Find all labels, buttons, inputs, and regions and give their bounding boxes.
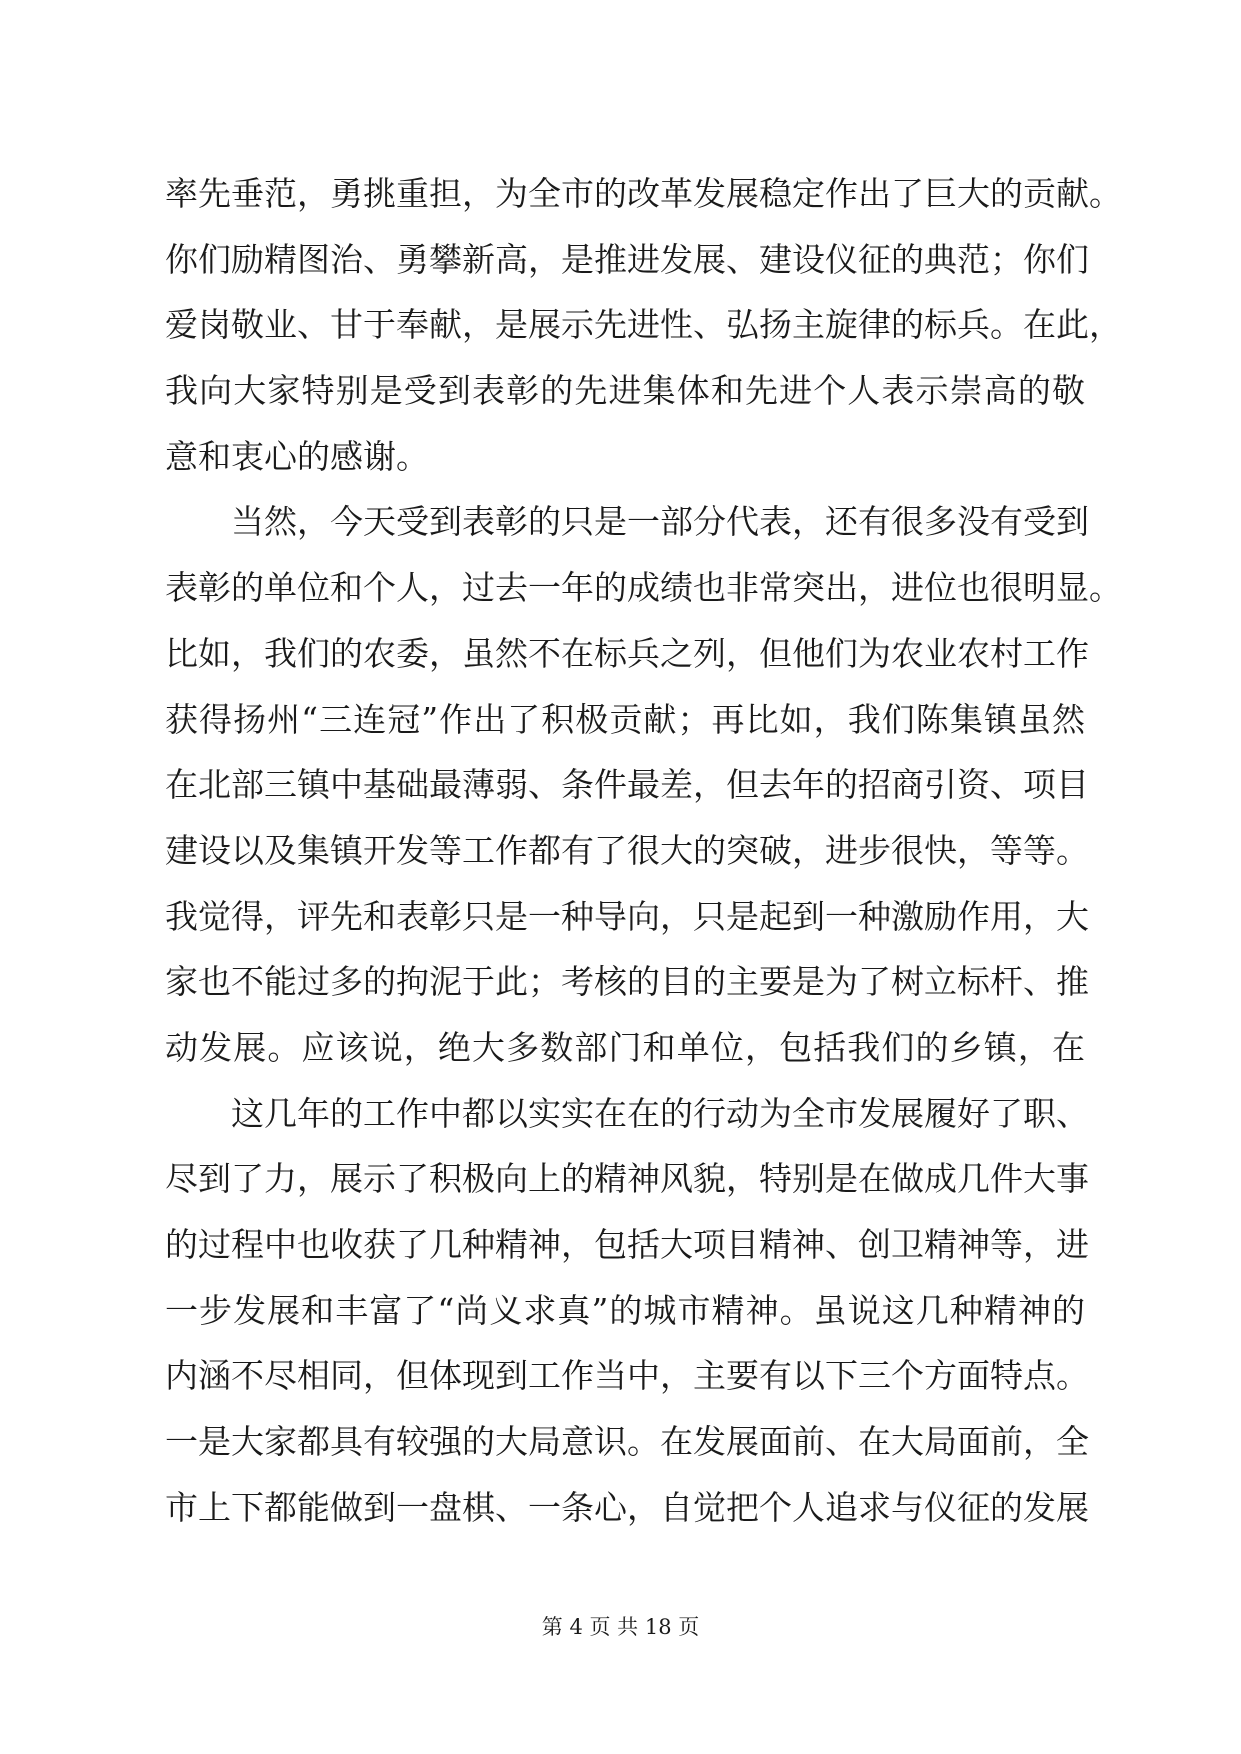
text-line: 内涵不尽相同，但体现到工作当中，主要有以下三个方面特点。	[165, 1356, 1089, 1396]
body-text	[165, 161, 1122, 1540]
text-line: 获得扬州“三连冠”作出了积极贡献；再比如，我们陈集镇虽然	[165, 699, 1085, 739]
text-line: 你们励精图治、勇攀新高，是推进发展、建设仪征的典范；你们	[165, 239, 1089, 279]
text-line: 表彰的单位和个人，过去一年的成绩也非常突出，进位也很明显。	[165, 568, 1122, 608]
text-line: 率先垂范，勇挑重担，为全市的改革发展稳定作出了巨大的贡献。	[165, 174, 1122, 213]
text-line: 当然，今天受到表彰的只是一部分代表，还有很多没有受到	[231, 502, 1089, 542]
text-line: 我向大家特别是受到表彰的先进集体和先进个人表示崇高的敬	[165, 371, 1085, 411]
text-line: 爱岗敬业、甘于奉献，是展示先进性、弘扬主旋律的标兵。在此，	[165, 305, 1122, 345]
text-line: 市上下都能做到一盘棋、一条心，自觉把个人追求与仪征的发展	[165, 1487, 1089, 1527]
text-line: 尽到了力，展示了积极向上的精神风貌，特别是在做成几件大事	[165, 1159, 1089, 1199]
text-line: 家也不能过多的拘泥于此；考核的目的主要是为了树立标杆、推	[165, 962, 1089, 1002]
text-line: 建设以及集镇开发等工作都有了很大的突破，进步很快，等等。	[165, 830, 1089, 870]
text-line: 的过程中也收获了几种精神，包括大项目精神、创卫精神等，进	[165, 1225, 1089, 1264]
text-line: 动发展。应该说，绝大多数部门和单位，包括我们的乡镇，在	[165, 1027, 1085, 1067]
text-line: 一步发展和丰富了“尚义求真”的城市精神。虽说这几种精神的	[165, 1290, 1085, 1330]
page-footer: 第 4 页 共 18 页	[541, 1615, 700, 1639]
text-line: 意和衷心的感谢。	[165, 436, 429, 476]
text-line: 比如，我们的农委，虽然不在标兵之列，但他们为农业农村工作	[165, 633, 1089, 673]
text-line: 在北部三镇中基础最薄弱、条件最差，但去年的招商引资、项目	[165, 765, 1089, 805]
text-line: 一是大家都具有较强的大局意识。在发展面前、在大局面前，全	[165, 1422, 1089, 1462]
text-line: 我觉得，评先和表彰只是一种导向，只是起到一种激励作用，大	[165, 896, 1089, 936]
text-line: 这几年的工作中都以实实在在的行动为全市发展履好了职、	[231, 1093, 1089, 1133]
